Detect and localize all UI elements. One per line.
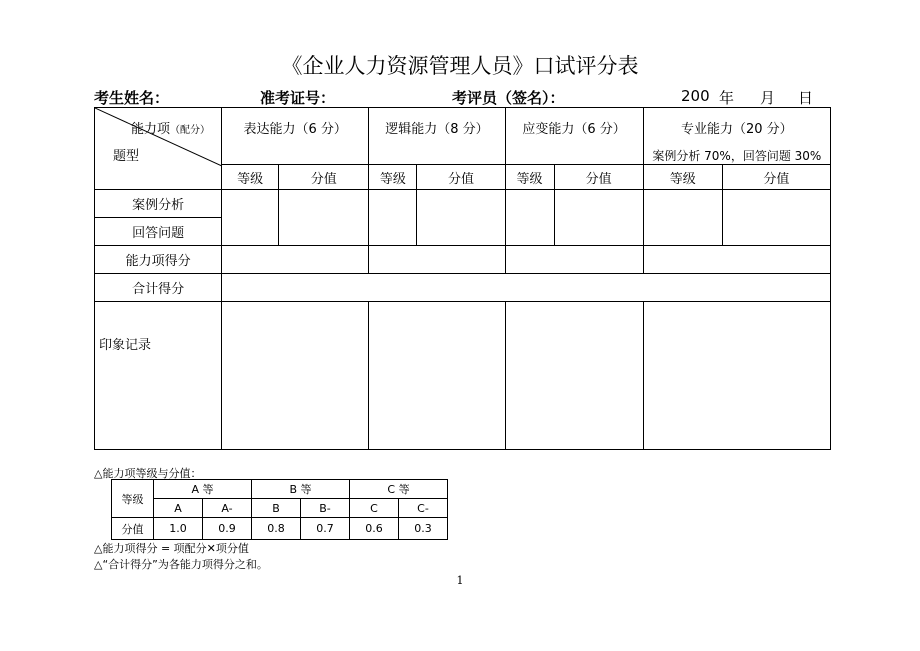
sub-grade-2: 等级 (369, 165, 417, 190)
id-label: 准考证号： (260, 89, 336, 107)
row-label-total: 合计得分 (95, 274, 222, 302)
date-day-label: 日 (798, 89, 814, 107)
grade-value: 0.3 (399, 518, 448, 540)
grade-group-c: C 等 (350, 480, 448, 499)
cell-grade-3[interactable] (505, 190, 554, 246)
ability-header-1: 表达能力（6 分） (222, 108, 369, 165)
ability-4-title: 专业能力（20 分） (680, 122, 793, 137)
grade-row-label: 等级 (112, 480, 154, 518)
cell-grade-4[interactable] (643, 190, 722, 246)
sub-grade-3: 等级 (505, 165, 554, 190)
ability-header-4 (643, 108, 830, 165)
total-score-cell[interactable] (222, 274, 831, 302)
ability-header-3: 应变能力（6 分） (505, 108, 643, 165)
grade-value: 1.0 (154, 518, 203, 540)
sub-score-2: 分值 (417, 165, 505, 190)
grade-level: C- (399, 499, 448, 518)
sub-grade-4: 等级 (643, 165, 722, 190)
grade-value-table (111, 479, 448, 540)
ability-score-1[interactable] (222, 246, 369, 274)
row-label-question: 回答问题 (95, 218, 222, 246)
sub-grade-1: 等级 (222, 165, 279, 190)
name-label: 考生姓名： (94, 89, 170, 107)
grade-level: B- (301, 499, 350, 518)
impression-3[interactable] (505, 302, 643, 450)
note-ability-score-formula: △能力项得分 = 项配分✕项分值 (94, 542, 249, 555)
date-year: 200 (681, 87, 710, 105)
page-number: 1 (456, 574, 464, 587)
ability-4-subtitle: 案例分析 70%，回答问题 30% (652, 149, 822, 163)
corner-score-label: （配分） (170, 125, 211, 136)
grade-level: A- (203, 499, 252, 518)
note-total-score: △“合计得分”为各能力项得分之和。 (94, 558, 268, 571)
ability-score-3[interactable] (505, 246, 643, 274)
examiner-label: 考评员（签名）： (452, 89, 565, 107)
grade-value: 0.9 (203, 518, 252, 540)
corner-ability-label: 能力项 (131, 122, 171, 137)
corner-header-cell (95, 108, 222, 190)
date-month-label: 月 (760, 89, 776, 107)
row-label-ability-score: 能力项得分 (95, 246, 222, 274)
impression-1[interactable] (222, 302, 369, 450)
impression-2[interactable] (369, 302, 505, 450)
row-label-impression: 印象记录 (95, 302, 222, 450)
cell-score-4[interactable] (722, 190, 830, 246)
impression-4[interactable] (643, 302, 830, 450)
score-table (94, 107, 831, 450)
ability-score-4[interactable] (643, 246, 830, 274)
cell-score-3[interactable] (554, 190, 643, 246)
ability-score-2[interactable] (369, 246, 505, 274)
corner-type-label: 题型 (113, 149, 140, 164)
grade-group-a: A 等 (154, 480, 252, 499)
grade-group-b: B 等 (252, 480, 350, 499)
sub-score-4: 分值 (722, 165, 830, 190)
sub-score-1: 分值 (279, 165, 369, 190)
cell-grade-2[interactable] (369, 190, 417, 246)
grade-level: A (154, 499, 203, 518)
cell-grade-1[interactable] (222, 190, 279, 246)
page-title: 《企业人力资源管理人员》口试评分表 (281, 54, 639, 78)
grade-level: B (252, 499, 301, 518)
ability-header-2: 逻辑能力（8 分） (369, 108, 505, 165)
grade-value: 0.6 (350, 518, 399, 540)
note-grade-values: △能力项等级与分值： (94, 467, 202, 480)
grade-level: C (350, 499, 399, 518)
cell-score-1[interactable] (279, 190, 369, 246)
value-row-label: 分值 (112, 518, 154, 540)
row-label-case: 案例分析 (95, 190, 222, 218)
grade-value: 0.7 (301, 518, 350, 540)
date-year-label: 年 (719, 89, 735, 107)
sub-score-3: 分值 (554, 165, 643, 190)
grade-value: 0.8 (252, 518, 301, 540)
cell-score-2[interactable] (417, 190, 505, 246)
